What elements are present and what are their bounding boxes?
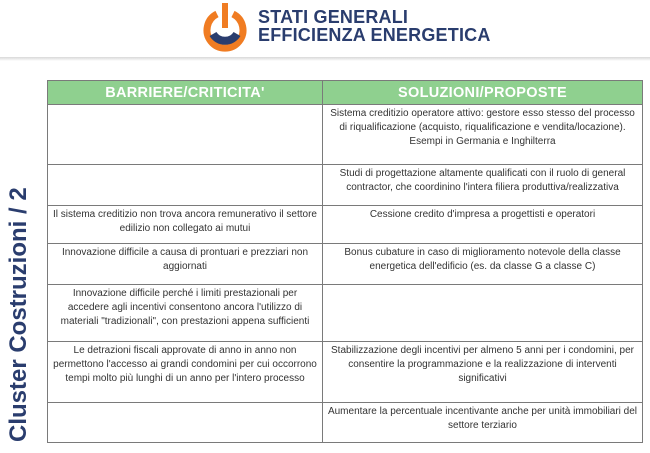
barrier-cell: Le detrazioni fiscali approvate di anno in anno non permettono l'accesso ai grandi condomini per cui occorrono tempi molto più lunghi di un anno per l'intero processo — [48, 342, 323, 403]
solution-cell: Bonus cubature in caso di miglioramento notevole della classe energetica dell'edificio (es. da classe G a classe C) — [323, 244, 643, 285]
side-title: Cluster Costruzioni / 2 — [5, 187, 32, 442]
solution-cell: Sistema creditizio operatore attivo: gestore esso stesso del processo di riqualificazione (acquisto, riqualificazione e vendita/locazione). Esempi in Germania e Inghilterra — [323, 105, 643, 165]
barrier-cell — [48, 105, 323, 165]
barrier-cell: Il sistema creditizio non trova ancora remunerativo il settore edilizio non collegato ai mutui — [48, 206, 323, 244]
table-row — [48, 206, 643, 244]
column-header-solutions: SOLUZIONI/PROPOSTE — [323, 81, 643, 105]
table-row — [48, 105, 643, 165]
barrier-cell: Innovazione difficile a causa di prontuari e prezziari non aggiornati — [48, 244, 323, 285]
brand-line-1: STATI GENERALI — [258, 7, 409, 27]
table-row — [48, 285, 643, 342]
solution-cell: Aumentare la percentuale incentivante anche per unità immobiliari del settore terziario — [323, 403, 643, 443]
solution-cell: Cessione credito d'impresa a progettisti e operatori — [323, 206, 643, 244]
brand-name — [258, 8, 491, 44]
table-row — [48, 403, 643, 443]
brand-line-2: EFFICIENZA ENERGETICA — [258, 25, 491, 45]
barrier-cell — [48, 165, 323, 206]
table-row — [48, 165, 643, 206]
table-row — [48, 342, 643, 403]
table-header-row — [48, 81, 643, 105]
header-bar — [0, 0, 650, 58]
solution-cell: Stabilizzazione degli incentivi per almeno 5 anni per i condomini, per consentire la programmazione e la realizzazione di interventi significativi — [323, 342, 643, 403]
solution-cell: Studi di progettazione altamente qualificati con il ruolo di general contractor, che coordinino l'intera filiera produttiva/realizzativa — [323, 165, 643, 206]
barriers-solutions-table — [47, 80, 643, 443]
table-row — [48, 244, 643, 285]
solution-cell — [323, 285, 643, 342]
barrier-cell: Innovazione difficile perché i limiti prestazionali per accedere agli incentivi consentono ancora l'utilizzo di materiali "tradizionali", con prestazioni appena sufficienti — [48, 285, 323, 342]
barrier-cell — [48, 403, 323, 443]
power-logo-icon — [201, 2, 249, 52]
column-header-barriers: BARRIERE/CRITICITA' — [48, 81, 323, 105]
header-divider — [0, 57, 650, 61]
